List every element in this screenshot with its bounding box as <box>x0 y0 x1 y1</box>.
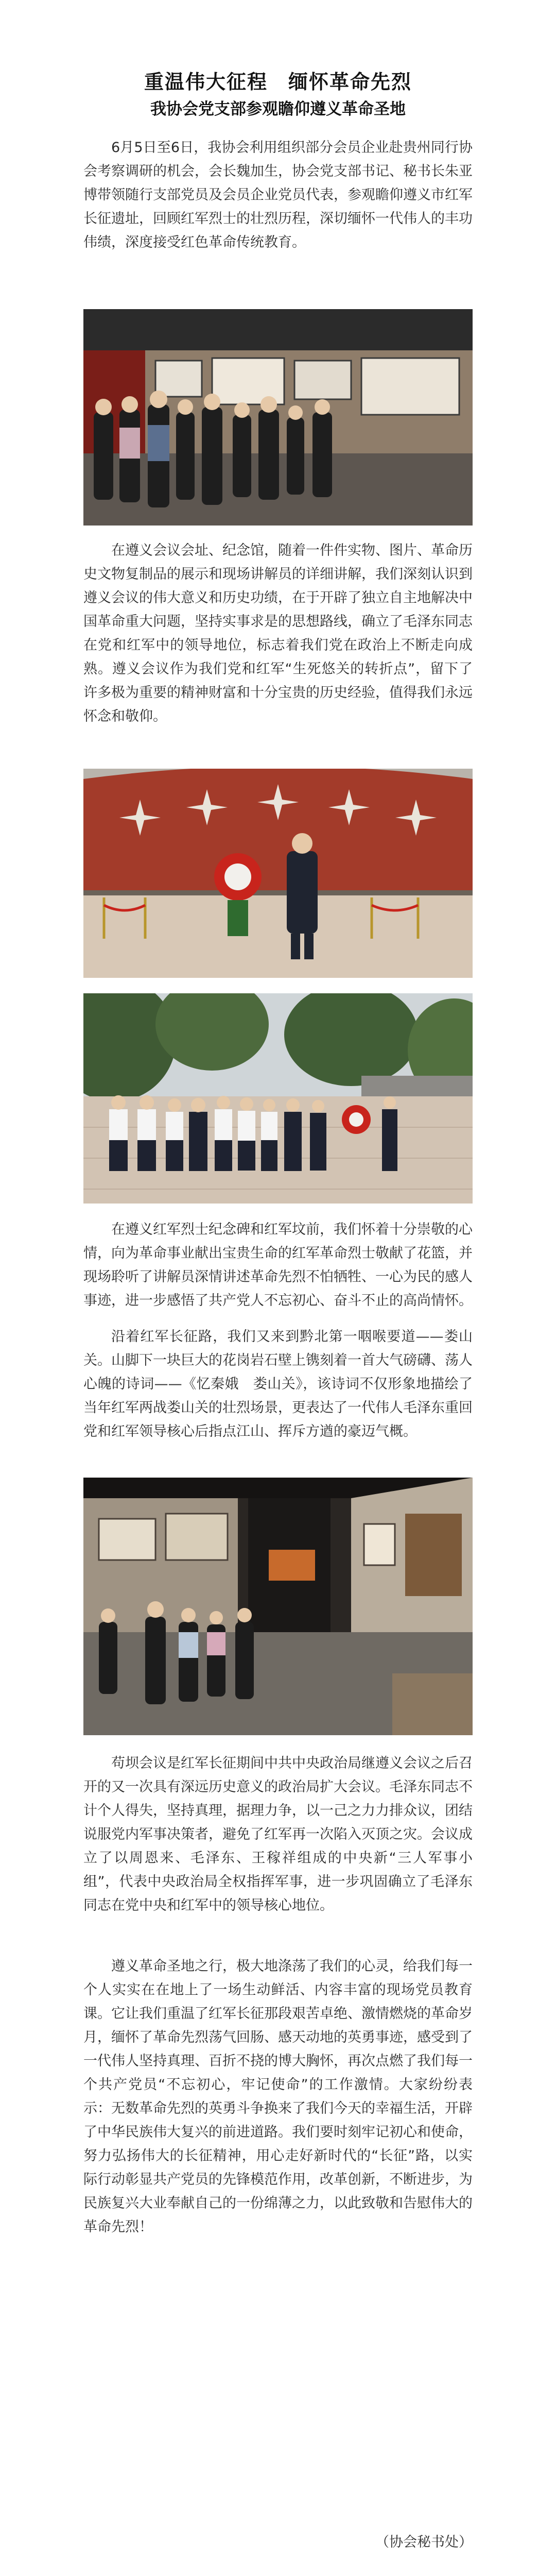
monument-wreath-image <box>83 769 473 978</box>
memorial-square-group-photo <box>83 993 473 1204</box>
paragraph-gouba-conference: 苟坝会议是红军长征期间中共中央政治局继遵义会议之后召开的又一次具有深远历史意义的政治局扩大会议。毛泽东同志不计个人得失，坚持真理，据理力争，以一己之力力排众议，团结说服党内军事决策者，避免了红军再一次陷入灭顶之灾。会议成立了以周恩来、毛泽东、王稼祥组成的中央新“三人军事小组”，代表中央政治局全权指挥军事，进一步巩固确立了毛泽东同志在党中央和红军中的领导核心地位。 <box>83 1755 473 1913</box>
memorial-square-image <box>83 993 473 1204</box>
paragraph-intro: 6月5日至6日，我协会利用组织部分会员企业赴贵州同行协会考察调研的机会，会长魏加生，协会党支部书记、秘书长朱亚博带领随行支部党员及会员企业党员代表，参观瞻仰遵义市红军长征遗址，回顾红军烈士的壮烈历程，深切缅怀一代伟人的丰功伟绩，深度接受红色革命传统教育。 <box>83 140 473 250</box>
museum-exhibit-image <box>83 309 473 526</box>
article-subtitle: 我协会党支部参观瞻仰遵义革命圣地 <box>150 100 406 118</box>
paragraph-loushan-pass: 沿着红军长征路，我们又来到黔北第一咽喉要道——娄山关。山脚下一块巨大的花岗岩石壁上镌刻着一首大气磅礴、荡人心魄的诗词——《忆秦娥 娄山关》，该诗词不仅形象地描绘了当年红军两战娄山关的壮烈场景，更表达了一代伟人毛泽东重回党和红军领导核心后指点江山、挥斥方遒的豪迈气概。 <box>83 1329 473 1439</box>
exhibit-hall-image <box>83 1478 473 1735</box>
paragraph-martyrs-monument: 在遵义红军烈士纪念碑和红军坟前，我们怀着十分崇敬的心情，向为革命事业献出宝贵生命的红军革命烈士敬献了花篮，并现场聆听了讲解员深情讲述革命先烈不怕牺牲、一心为民的感人事迹，进一步感悟了共产党人不忘初心、奋斗不止的高尚情怀。 <box>83 1222 473 1309</box>
paragraph-conclusion: 遵义革命圣地之行，极大地涤荡了我们的心灵，给我们每一个人实实在在地上了一场生动鲜活、内容丰富的现场党员教育课。它让我们重温了红军长征那段艰苦卓绝、激情燃烧的革命岁月，缅怀了革命先烈荡气回肠、感天动地的英勇事迹，感受到了一代伟人坚持真理、百折不挠的博大胸怀，再次点燃了我们每一个共产党员“不忘初心，牢记使命”的工作激情。大家纷纷表示：无数革命先烈的英勇斗争换来了我们今天的幸福生活，开辟了中华民族伟大复兴的前进道路。我们要时刻牢记初心和使命，努力弘扬伟大的长征精神，用心走好新时代的“长征”路，以实际行动彰显共产党员的先锋模范作用，改革创新，不断进步，为民族复兴大业奉献自己的一份绵薄之力，以此致敬和告慰伟大的革命先烈！ <box>83 1958 473 2235</box>
gouba-exhibit-photo <box>83 1478 473 1735</box>
article-title: 重温伟大征程 缅怀革命先烈 <box>144 71 412 93</box>
monument-wreath-photo <box>83 769 473 978</box>
museum-group-photo <box>83 309 473 526</box>
signature: （协会秘书处） <box>375 2534 473 2550</box>
paragraph-zunyi-conference: 在遵义会议会址、纪念馆，随着一件件实物、图片、革命历史文物复制品的展示和现场讲解员的详细讲解，我们深刻认识到遵义会议的伟大意义和历史功绩，在于开辟了独立自主地解决中国革命重大问题，坚持实事求是的思想路线，确立了毛泽东同志在党和红军中的领导地位，标志着我们党在政治上不断走向成熟。遵义会议作为我们党和红军“生死悠关的转折点”，留下了许多极为重要的精神财富和十分宝贵的历史经验，值得我们永远怀念和敬仰。 <box>83 543 473 724</box>
